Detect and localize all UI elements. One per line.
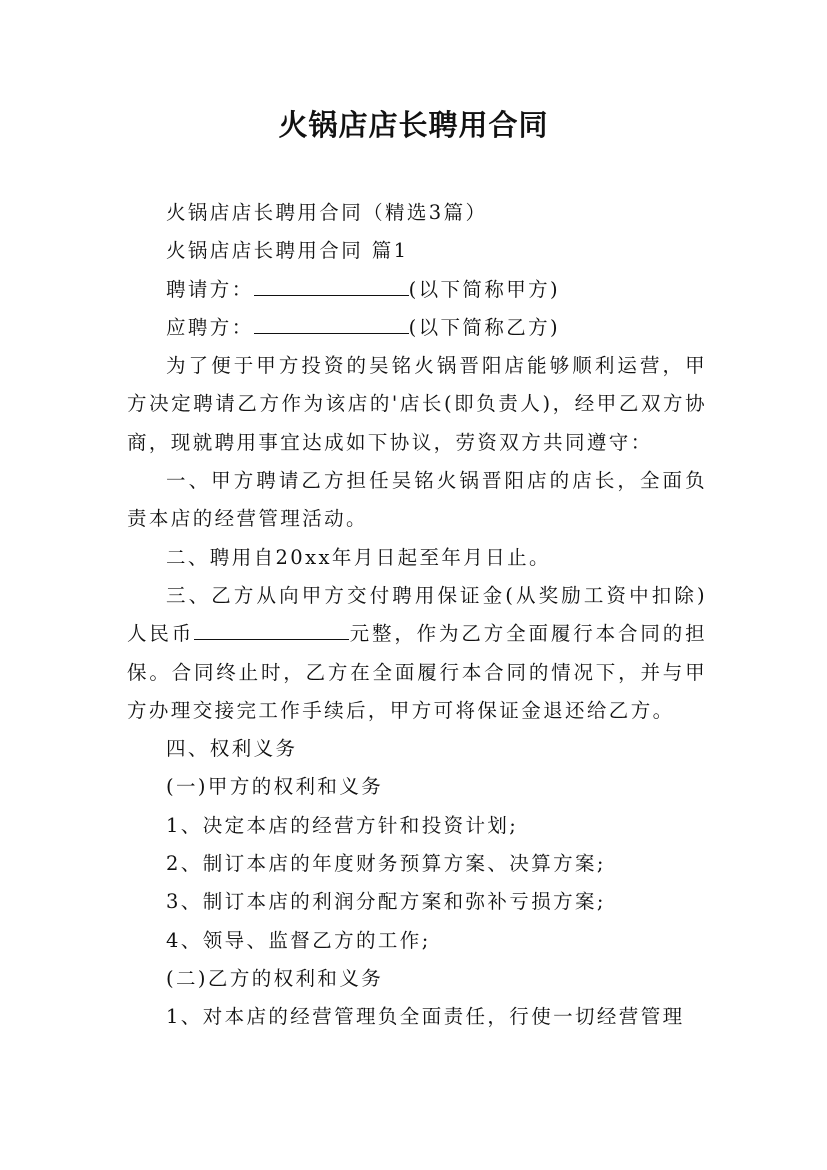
- employer-suffix: (以下简称甲方): [408, 277, 561, 301]
- employer-line: [127, 271, 707, 309]
- subtitle-line: 火锅店店长聘用合同（精选3篇）: [166, 201, 488, 224]
- clause-4: 四、权利义务: [166, 737, 298, 761]
- employee-label: 应聘方：: [166, 315, 254, 339]
- employer-label: 聘请方：: [166, 277, 254, 301]
- party-a-item: 3、制订本店的利润分配方案和弥补亏损方案;: [166, 890, 606, 914]
- employee-line: [127, 309, 707, 347]
- clause-3-after: 元整，作为乙方全面履行本合同的担保。合同终止时，乙方在全面履行本合同的情况下，并与甲方办理交接完工作手续后，甲方可将保证金退还给乙方。: [127, 622, 707, 722]
- deposit-blank: [194, 619, 349, 640]
- clause-1: 一、甲方聘请乙方担任吴铭火锅晋阳店的店长，全面负责本店的经营管理活动。: [127, 469, 707, 531]
- party-a-heading: (一)甲方的权利和义务: [166, 775, 384, 799]
- section-heading: 火锅店店长聘用合同 篇1: [166, 239, 409, 263]
- document-title: 火锅店店长聘用合同: [278, 108, 549, 142]
- party-b-item: 1、对本店的经营管理负全面责任，行使一切经营管理: [166, 1005, 685, 1029]
- clause-3-before: 三、乙方从向甲方交付聘用保证金(从奖励工资中扣除)人民币: [127, 583, 707, 646]
- employee-suffix: (以下简称乙方): [408, 315, 561, 339]
- employee-blank: [254, 312, 409, 333]
- employer-blank: [254, 274, 409, 295]
- party-a-item: 1、决定本店的经营方针和投资计划;: [166, 813, 519, 837]
- clause-2: 二、聘用自20xx年月日起至年月日止。: [166, 545, 551, 569]
- document-body: [127, 194, 707, 1037]
- party-a-item: 4、领导、监督乙方的工作;: [166, 928, 431, 952]
- party-a-item: 2、制订本店的年度财务预算方案、决算方案;: [166, 852, 606, 876]
- clause-3: [127, 577, 707, 730]
- intro-paragraph: 为了便于甲方投资的吴铭火锅晋阳店能够顺利运营，甲方决定聘请乙方作为该店的'店长(即负责人)，经甲乙双方协商，现就聘用事宜达成如下协议，劳资双方共同遵守：: [127, 354, 707, 454]
- party-b-heading: (二)乙方的权利和义务: [166, 966, 384, 990]
